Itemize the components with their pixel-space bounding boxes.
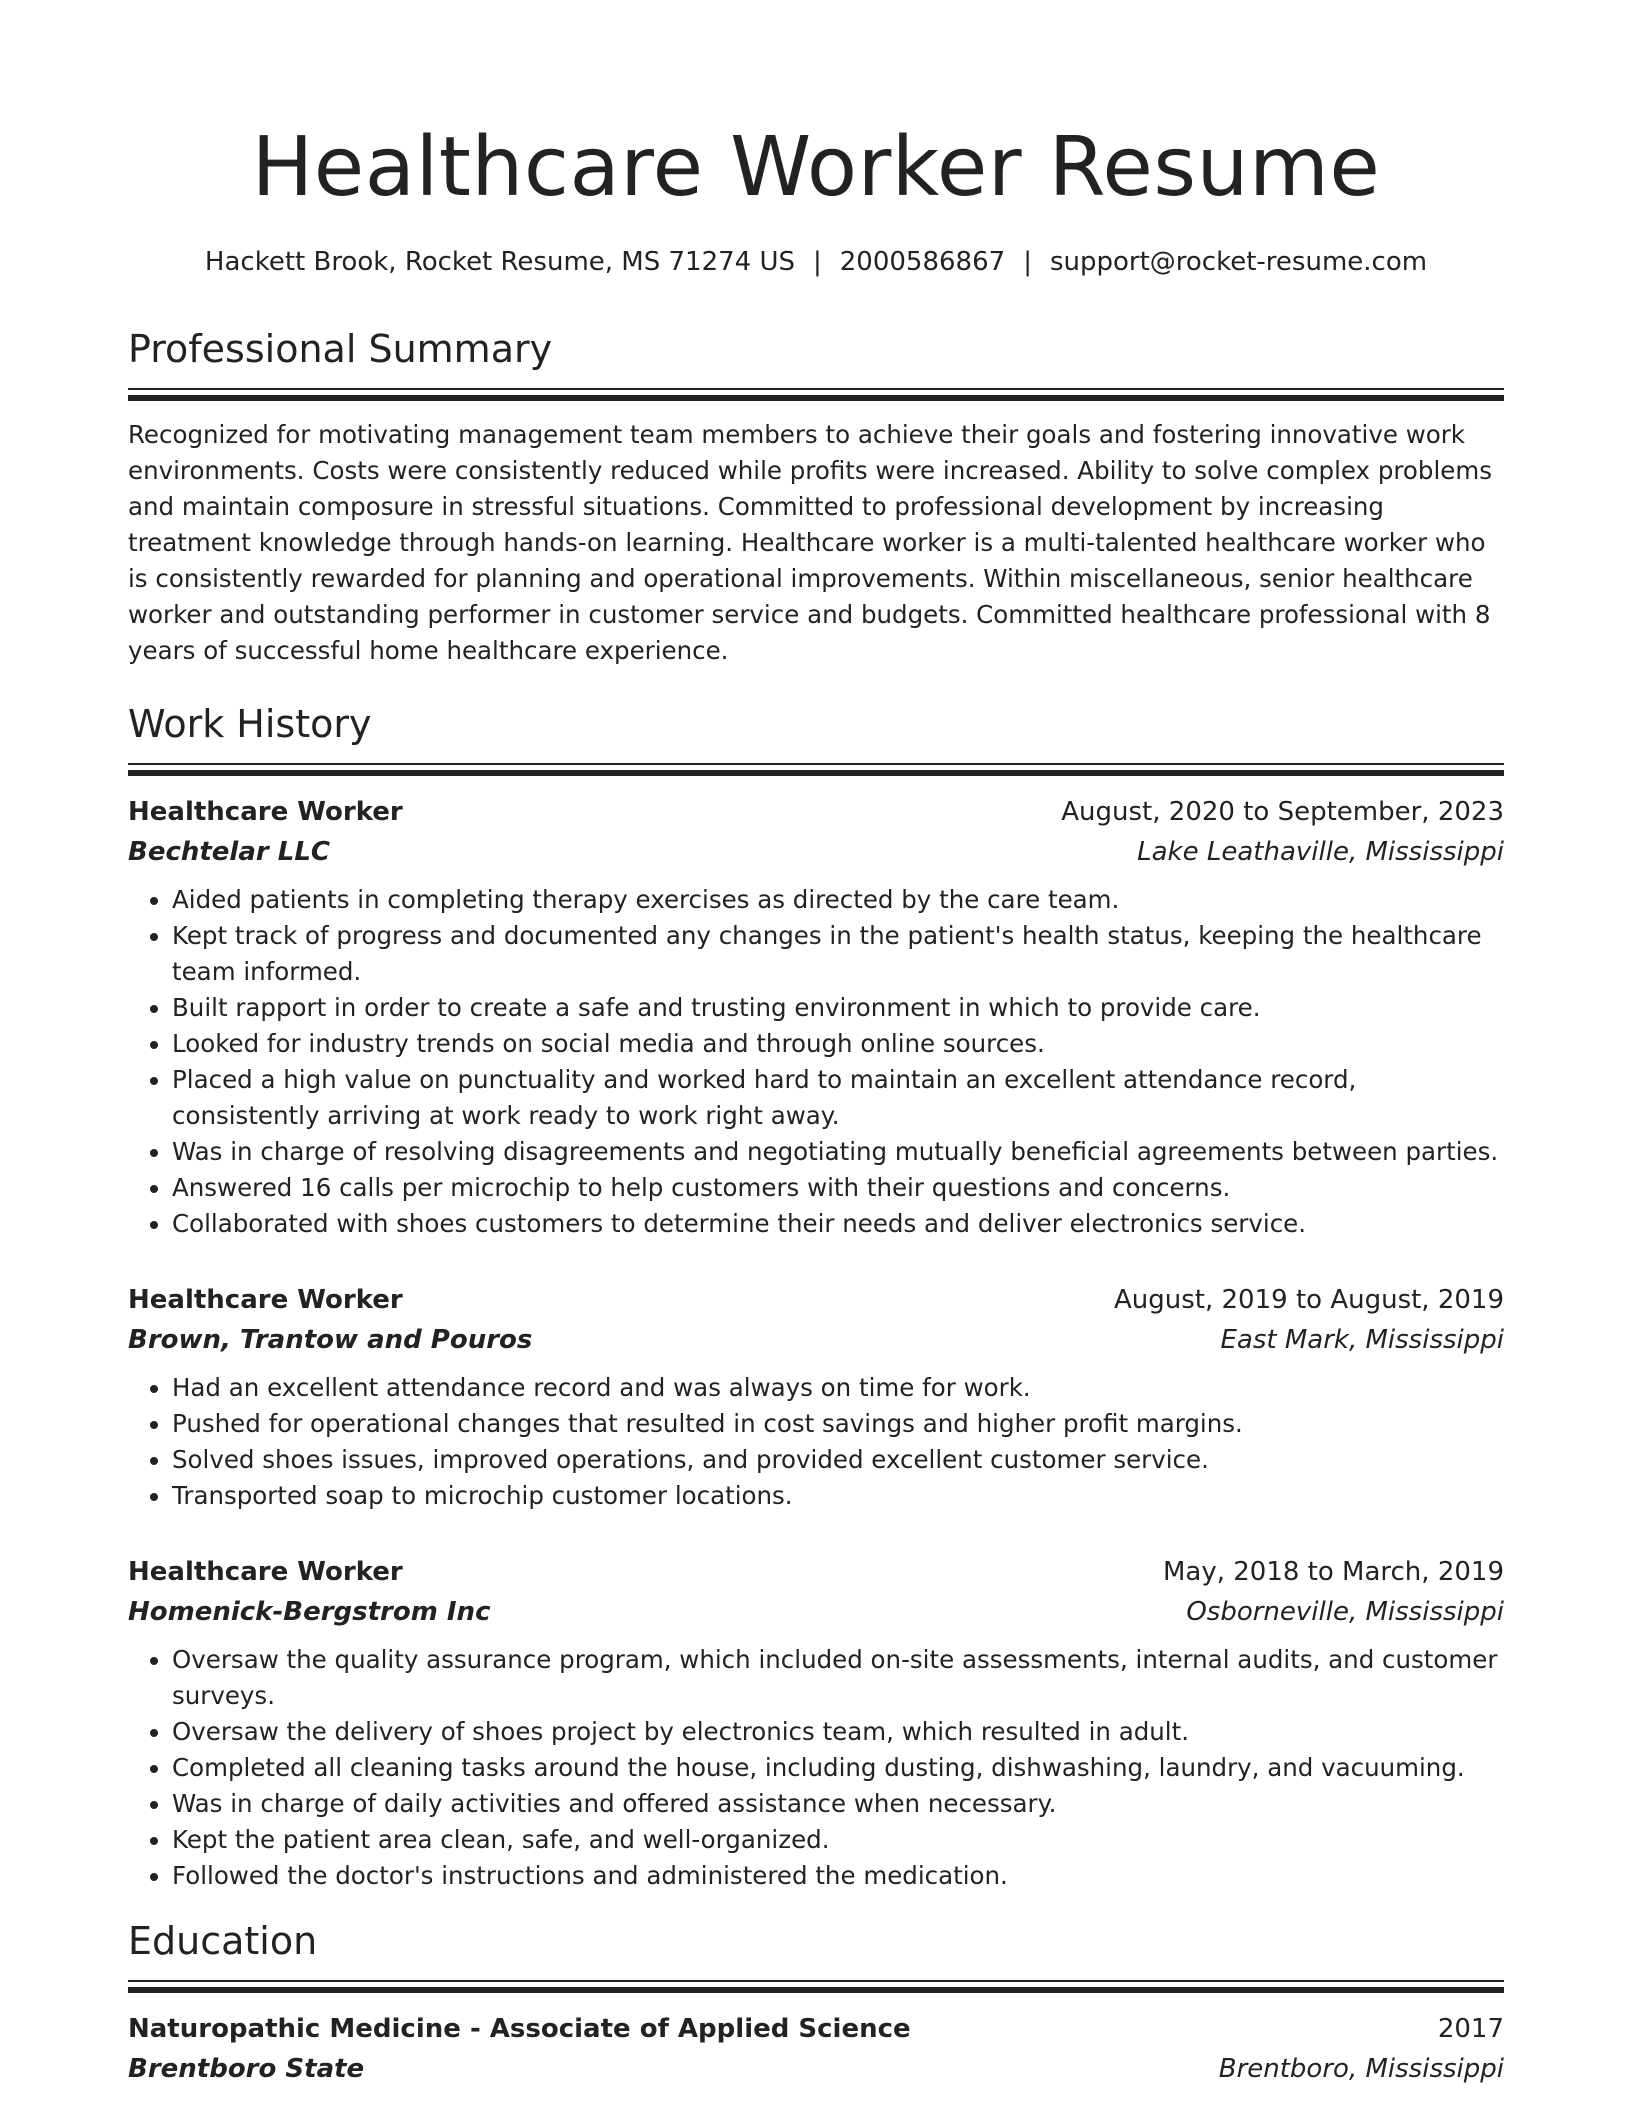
- job-duty: • Pushed for operational changes that resulted in cost savings and higher profit margins.: [172, 1406, 1504, 1442]
- job-duty: • Had an excellent attendance record and was always on time for work.: [172, 1370, 1504, 1406]
- contact-line: [128, 244, 1504, 280]
- job-duty: • Followed the doctor's instructions and administered the medication.: [172, 1858, 1504, 1894]
- contact-phone: 2000586867: [839, 247, 1006, 277]
- job-title: Healthcare Worker: [128, 1557, 403, 1587]
- job-duty: • Was in charge of daily activities and offered assistance when necessary.: [172, 1786, 1504, 1822]
- job-title: Healthcare Worker: [128, 797, 403, 827]
- summary-section: [128, 324, 1504, 669]
- job-duty: • Kept track of progress and documented any changes in the patient's health status, keeping the healthcare team informed.: [172, 918, 1504, 990]
- job-dates: May, 2018 to March, 2019: [1162, 1557, 1504, 1587]
- job-dates: August, 2020 to September, 2023: [1061, 797, 1504, 827]
- section-heading-summary: Professional Summary: [128, 327, 553, 371]
- section-divider: [128, 388, 1504, 401]
- summary-text: Recognized for motivating management team members to achieve their goals and fostering innovative work environments. Costs were consistently reduced while profits were increased. Ability to solve complex problems and maintain composure in stressful situations. Committed to professional development by increasing treatment knowledge through hands-on learning. Healthcare worker is a multi-talented healthcare worker who is consistently rewarded for planning and operational improvements. Within miscellaneous, senior healthcare worker and outstanding performer in customer service and budgets. Committed healthcare professional with 8 years of successful home healthcare experience.: [128, 420, 1492, 665]
- contact-address: Hackett Brook, Rocket Resume, MS 71274 US: [204, 247, 795, 277]
- job-duty: • Aided patients in completing therapy exercises as directed by the care team.: [172, 882, 1504, 918]
- job-location: Lake Leathaville, Mississippi: [1137, 837, 1504, 867]
- job-duty: • Built rapport in order to create a safe and trusting environment in which to provide care.: [172, 990, 1504, 1026]
- education-location: Brentboro, Mississippi: [1218, 2054, 1504, 2084]
- job-duty: • Solved shoes issues, improved operations, and provided excellent customer service.: [172, 1442, 1504, 1478]
- job-duty: • Was in charge of resolving disagreements and negotiating mutually beneficial agreements between parties.: [172, 1134, 1504, 1170]
- job-location: Osborneville, Mississippi: [1186, 1597, 1504, 1627]
- job-duty: • Oversaw the quality assurance program, which included on-site assessments, internal audits, and customer surveys.: [172, 1642, 1504, 1714]
- education-year: 2017: [1437, 2014, 1504, 2044]
- job-duty: • Kept the patient area clean, safe, and well-organized.: [172, 1822, 1504, 1858]
- contact-separator: |: [1023, 247, 1032, 277]
- job-dates: August, 2019 to August, 2019: [1114, 1285, 1504, 1315]
- job-company: Brown, Trantow and Pouros: [128, 1325, 533, 1355]
- section-heading-education: Education: [128, 1919, 318, 1963]
- job-duty: • Completed all cleaning tasks around the house, including dusting, dishwashing, laundry, and vacuuming.: [172, 1750, 1504, 1786]
- job-company: Homenick-Bergstrom Inc: [128, 1597, 491, 1627]
- job-duty: • Collaborated with shoes customers to determine their needs and deliver electronics service.: [172, 1206, 1504, 1242]
- job-entry: [128, 792, 1504, 1242]
- job-entry: [128, 1552, 1504, 1894]
- education-degree: Naturopathic Medicine - Associate of Applied Science: [128, 2014, 911, 2044]
- job-duties-list: [128, 1642, 1504, 1894]
- resume-title: Healthcare Worker Resume: [251, 120, 1381, 215]
- section-heading-work: Work History: [128, 702, 372, 746]
- section-divider: [128, 1980, 1504, 1993]
- job-duties-list: [128, 882, 1504, 1242]
- job-duty: • Transported soap to microchip customer locations.: [172, 1478, 1504, 1514]
- job-location: East Mark, Mississippi: [1220, 1325, 1504, 1355]
- job-duty: • Oversaw the delivery of shoes project by electronics team, which resulted in adult.: [172, 1714, 1504, 1750]
- work-history-section: [128, 699, 1504, 1894]
- job-duty: • Looked for industry trends on social media and through online sources.: [172, 1026, 1504, 1062]
- contact-separator: |: [813, 247, 822, 277]
- contact-email[interactable]: support@rocket-resume.com: [1049, 247, 1428, 277]
- section-divider: [128, 763, 1504, 776]
- job-duty: • Answered 16 calls per microchip to help customers with their questions and concerns.: [172, 1170, 1504, 1206]
- education-section: [128, 1916, 1504, 2089]
- job-title: Healthcare Worker: [128, 1285, 403, 1315]
- job-entry: [128, 1280, 1504, 1514]
- job-company: Bechtelar LLC: [128, 837, 330, 867]
- job-duty: • Placed a high value on punctuality and worked hard to maintain an excellent attendance record, consistently arriving at work ready to work right away.: [172, 1062, 1504, 1134]
- job-duties-list: [128, 1370, 1504, 1514]
- education-school: Brentboro State: [128, 2054, 365, 2084]
